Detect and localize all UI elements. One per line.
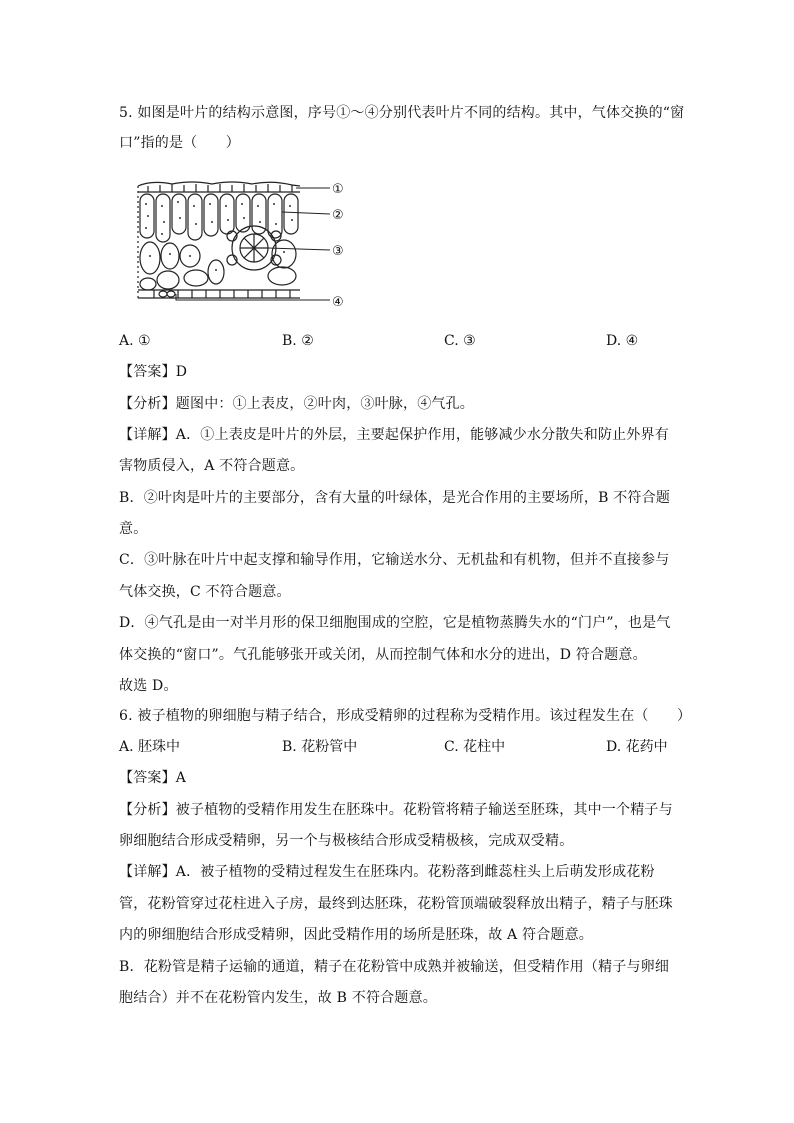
spongy-cells <box>140 240 296 290</box>
figure-label-3: ③ <box>332 244 344 259</box>
q6-detail-line: 管，花粉管穿过花柱进入子房，最终到达胚珠，花粉管顶端破裂释放出精子，精子与胚珠 <box>119 896 673 912</box>
q6-option-c: C. 花柱中 <box>444 739 506 755</box>
q6-detail-line: B．花粉管是精子运输的通道，精子在花粉管中成熟并被输送，但受精作用（精子与卵细 <box>119 959 670 975</box>
q6-option-b: B. 花粉管中 <box>282 739 358 755</box>
figure-label-2: ② <box>332 208 344 223</box>
q5-detail-line: 体交换的“窗口”。气孔能够张开或关闭，从而控制气体和水分的进出，D 符合题意。 <box>119 647 647 663</box>
q5-detail-line: 害物质侵入，A 不符合题意。 <box>119 458 305 474</box>
figure-label-4: ④ <box>332 295 344 310</box>
leader-line-3 <box>268 248 330 250</box>
q5-stem-line1: 5. 如图是叶片的结构示意图，序号①～④分别代表叶片不同的结构。其中，气体交换的“窗 <box>119 105 685 121</box>
q5-option-a: A. ① <box>119 333 151 349</box>
q5-option-b: B. ② <box>282 333 314 349</box>
q6-option-d: D. 花药中 <box>606 739 668 755</box>
q5-detail-line: C．③叶脉在叶片中起支撑和输导作用，它输送水分、无机盐和有机物，但并不直接参与 <box>119 552 670 568</box>
q5-option-d: D. ④ <box>606 333 639 349</box>
q6-option-a: A. 胚珠中 <box>119 739 181 755</box>
leaf-structure-figure <box>132 176 354 316</box>
leader-line-2 <box>282 212 330 214</box>
upper-epidermis-outline <box>138 182 300 186</box>
q6-detail-line: 胞结合）并不在花粉管内发生，故 B 不符合题意。 <box>119 990 437 1006</box>
q5-stem-line2: 口”指的是（ ） <box>119 135 240 151</box>
q6-analysis-line: 卵细胞结合形成受精卵，另一个与极核结合形成受精极核，完成双受精。 <box>119 833 574 849</box>
q5-detail-line: 【详解】A．①上表皮是叶片的外层，主要起保护作用，能够减少水分散失和防止外界有 <box>119 427 669 443</box>
q5-detail-line: D．④气孔是由一对半月形的保卫细胞围成的空腔，它是植物蒸腾失水的“门户”，也是气 <box>119 615 671 631</box>
figure-label-1: ① <box>332 182 344 197</box>
q6-stem: 6. 被子植物的卵细胞与精子结合，形成受精卵的过程称为受精作用。该过程发生在（ ） <box>119 708 692 724</box>
leader-line-4 <box>176 294 330 300</box>
stoma <box>159 291 175 297</box>
q5-detail-line: 故选 D。 <box>119 678 178 694</box>
q5-detail-line: 气体交换，C 不符合题意。 <box>119 584 291 600</box>
q6-answer: 【答案】A <box>119 770 187 786</box>
q5-detail-line: 意。 <box>119 521 148 537</box>
palisade-cells <box>140 194 298 242</box>
q5-answer: 【答案】D <box>119 364 188 380</box>
q5-option-c: C. ③ <box>444 333 476 349</box>
q6-detail-line: 内的卵细胞结合形成受精卵，因此受精作用的场所是胚珠，故 A 符合题意。 <box>119 927 594 943</box>
q5-analysis: 【分析】题图中：①上表皮，②叶肉，③叶脉，④气孔。 <box>119 396 474 412</box>
upper-epidermis-cells <box>148 184 292 192</box>
q6-detail-line: 【详解】A．被子植物的受精过程发生在胚珠内。花粉落到雌蕊柱头上后萌发形成花粉 <box>119 864 655 880</box>
q5-detail-line: B．②叶肉是叶片的主要部分，含有大量的叶绿体，是光合作用的主要场所，B 不符合题 <box>119 490 671 506</box>
q6-analysis-line: 【分析】被子植物的受精作用发生在胚珠中。花粉管将精子输送至胚珠，其中一个精子与 <box>119 802 673 818</box>
